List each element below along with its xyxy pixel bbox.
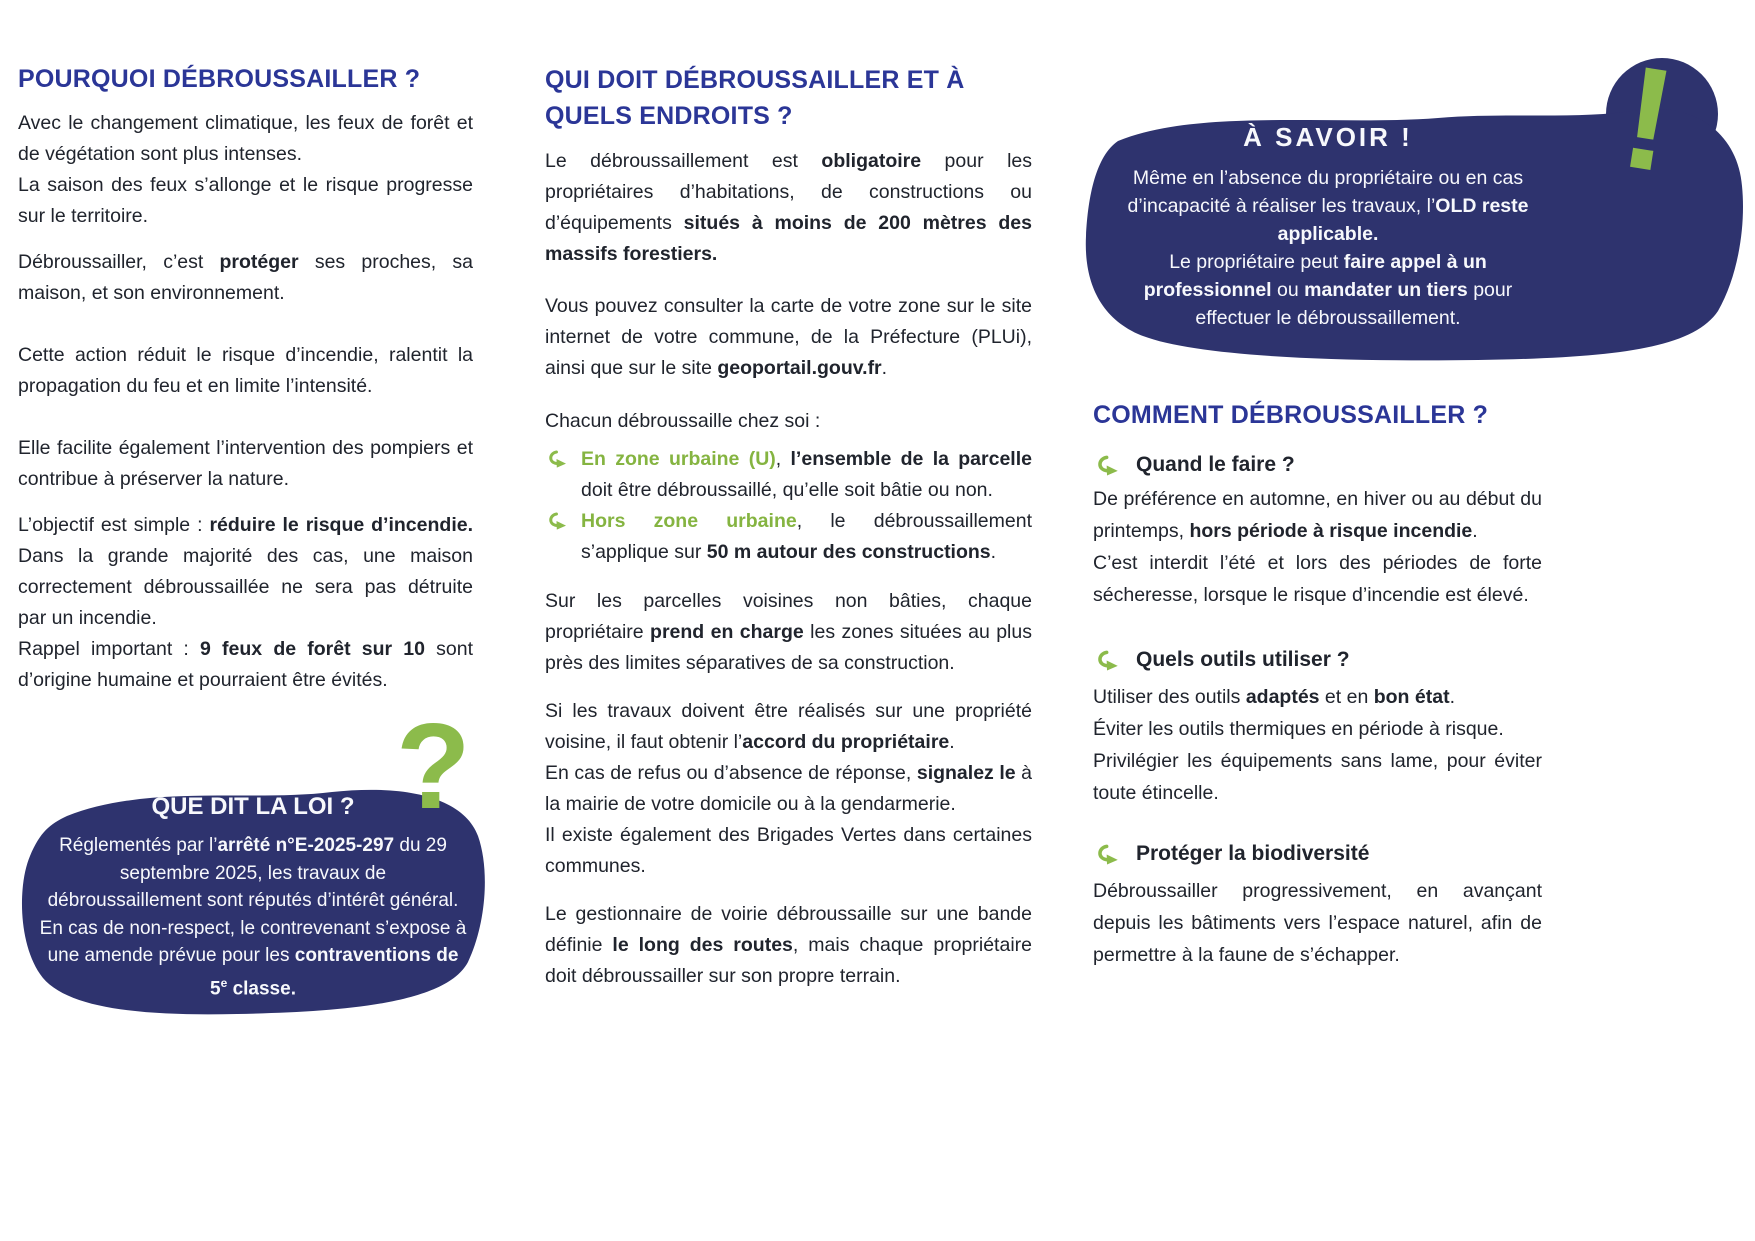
paragraph-pompiers: Elle facilite également l’intervention des pompiers et contribue à préserver la nature. [18, 437, 473, 490]
subsection-title-text: Quand le faire ? [1136, 453, 1295, 476]
paragraph-objectif: L’objectif est simple : réduire le risque d’incendie. Dans la grande majorité des cas, une maison correctement débroussaillée ne sera pas détruite par un incendie. Rappel important : 9 feux de forêt sur 10 sont d’origine humaine et pourraient être évités. [18, 514, 473, 691]
savoir-callout-content [1108, 122, 1548, 332]
subsection-title [1093, 645, 1542, 675]
curved-arrow-icon [1093, 650, 1125, 671]
paragraph-voirie: Le gestionnaire de voirie débroussaille sur une bande définie le long des routes, mais chaque propriétaire doit débroussailler sur son propre terrain. [545, 903, 1032, 987]
heading-pourquoi: POURQUOI DÉBROUSSAILLER ? [18, 65, 421, 93]
bullet-hors-zone [545, 506, 1032, 568]
bullet-text: En zone urbaine (U), l’ensemble de la parcelle doit être débroussaillé, qu’elle soit bâtie ou non. [581, 448, 1032, 501]
law-callout [12, 698, 494, 1016]
savoir-callout-body: Même en l’absence du propriétaire ou en cas d’incapacité à réaliser les travaux, l’OLD reste applicable. Le propriétaire peut faire appel à un professionnel ou mandater un tiers pour effectuer le débroussaillement. [1127, 167, 1529, 329]
law-callout-body: Réglementés par l’arrêté n°E-2025-297 du 29 septembre 2025, les travaux de débroussaillement sont réputés d’intérêt général. En cas de non-respect, le contrevenant s’expose à une amende prévue pour les contraventions de 5e classe. [39, 835, 467, 999]
exclamation-icon: ! [1611, 34, 1686, 203]
paragraph-climat: Avec le changement climatique, les feux de forêt et de végétation sont plus intenses. [18, 112, 473, 165]
paragraph-carte: Vous pouvez consulter la carte de votre zone sur le site internet de votre commune, de la Préfecture (PLUi), ainsi que sur le site geoportail.gouv.fr. [545, 295, 1032, 379]
subsection-title [1093, 839, 1542, 869]
paragraph-proteger: Débroussailler, c’est protéger ses proches, sa maison, et son environnement. [18, 251, 473, 304]
subsection-biodiversite [1093, 839, 1542, 971]
bullet-zone-urbaine [545, 444, 1032, 506]
subsection-title [1093, 450, 1542, 480]
bullet-text: Hors zone urbaine, le débroussaillement s’applique sur 50 m autour des constructions. [581, 510, 1032, 563]
subsection-body: De préférence en automne, en hiver ou au début du printemps, hors période à risque incendie. C’est interdit l’été et lors des périodes de forte sécheresse, lorsque le risque d’incendie est élevé. [1093, 488, 1542, 606]
paragraph-travaux-voisine: Si les travaux doivent être réalisés sur une propriété voisine, il faut obtenir l’accord du propriétaire. En cas de refus ou d’absence de réponse, signalez le à la mairie de votre domicile ou à la gendarmerie. Il existe également des Brigades Vertes dans certaines communes. [545, 700, 1033, 877]
paragraph-action: Cette action réduit le risque d’incendie, ralentit la propagation du feu et en limite l’intensité. [18, 344, 473, 397]
paragraph-chacun: Chacun débroussaille chez soi : [545, 410, 821, 432]
paragraph-parcelles: Sur les parcelles voisines non bâties, chaque propriétaire prend en charge les zones situées au plus près des limites séparatives de sa construction. [545, 590, 1032, 674]
heading-comment: COMMENT DÉBROUSSAILLER ? [1093, 401, 1489, 429]
curved-arrow-icon [545, 450, 572, 468]
subsection-outils [1093, 645, 1542, 809]
curved-arrow-icon [1093, 844, 1125, 865]
law-callout-title: QUE DIT LA LOI ? [151, 793, 355, 820]
savoir-callout-title: À SAVOIR ! [1243, 122, 1413, 152]
subsection-body: Utiliser des outils adaptés et en bon état. Éviter les outils thermiques en période à risque. Privilégier les équipements sans lame, pour éviter toute étincelle. [1093, 686, 1542, 804]
column-comment [1093, 398, 1542, 971]
heading-qui-doit: QUI DOIT DÉBROUSSAILLER ET À QUELS ENDROITS ? [545, 66, 965, 130]
question-mark-icon: ? [396, 698, 471, 834]
subsection-body: Débroussailler progressivement, en avançant depuis les bâtiments vers l’espace naturel, afin de permettre à la faune de s’échapper. [1093, 880, 1542, 966]
law-callout-content [20, 792, 486, 1002]
column-qui-doit [545, 62, 1032, 992]
paragraph-saison: La saison des feux s’allonge et le risque progresse sur le territoire. [18, 174, 473, 227]
curved-arrow-icon [545, 512, 572, 530]
subsection-title-text: Protéger la biodiversité [1136, 842, 1370, 865]
subsection-quand [1093, 450, 1542, 611]
subsection-title-text: Quels outils utiliser ? [1136, 648, 1350, 671]
curved-arrow-icon [1093, 455, 1125, 476]
savoir-callout [1078, 34, 1755, 362]
column-pourquoi [18, 62, 473, 696]
paragraph-obligatoire: Le débroussaillement est obligatoire pour les propriétaires d’habitations, de constructions ou d’équipements situés à moins de 200 mètres des massifs forestiers. [545, 150, 1032, 265]
